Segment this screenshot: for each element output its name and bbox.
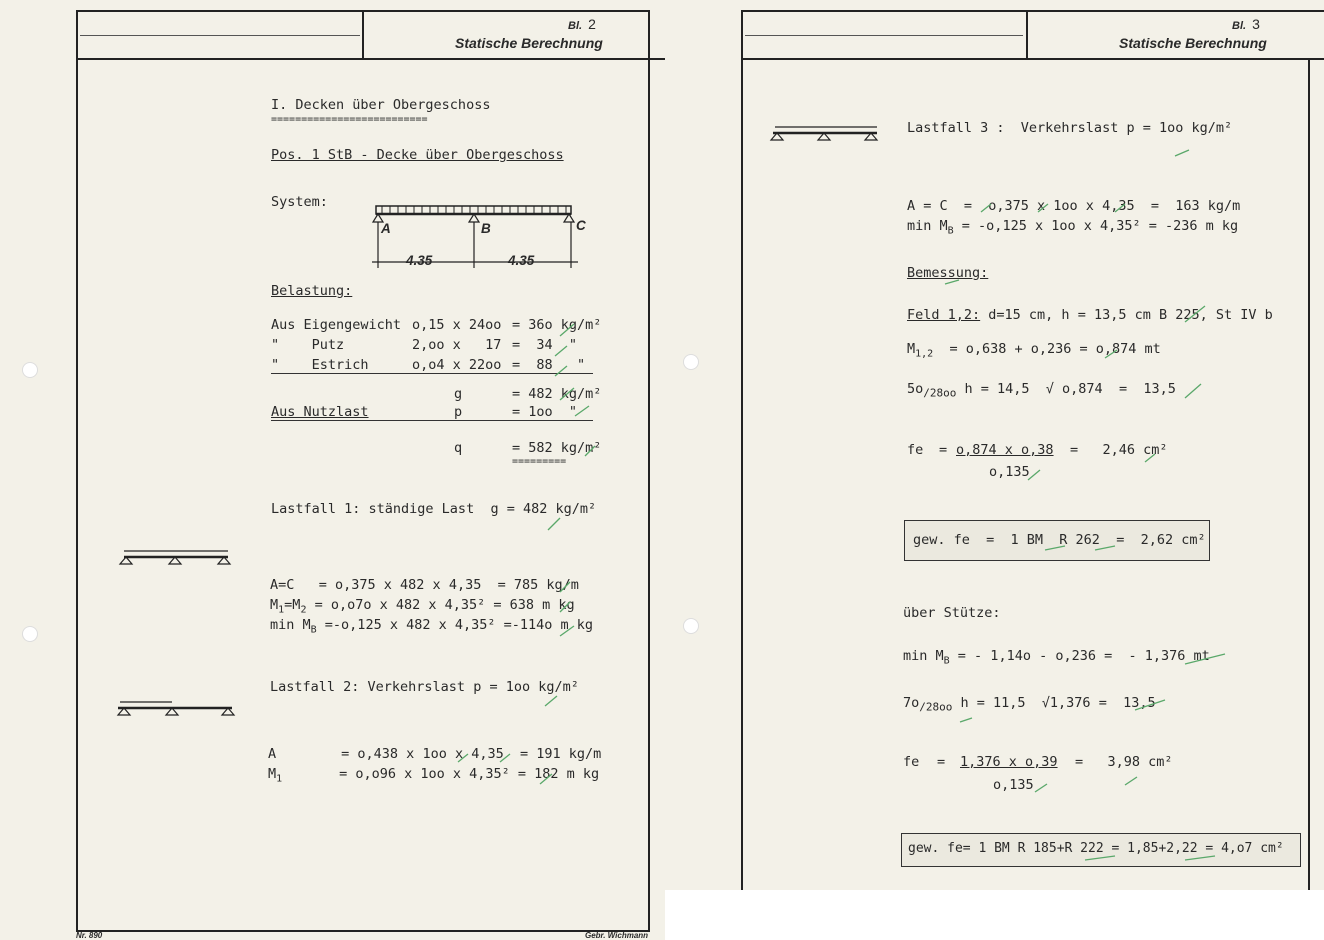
span-label-1: 4.35 (406, 253, 433, 268)
g-symbol: g (454, 386, 463, 402)
load-row-result: = 36o kg/m² (512, 317, 602, 333)
lf2-title: Lastfall 2: Verkehrslast p = 1oo kg/m² (270, 679, 579, 695)
section-rule: ========================== (271, 114, 428, 125)
reaction-row: A = C = o,375 x 1oo x 4,35 = 163 kg/m (907, 198, 1241, 214)
check-marks (665, 0, 1324, 890)
lf1-row: $M_1=M_2 = o,o7o$ x 482 x 4,35² = 638 m kg (270, 597, 575, 616)
lf1-row: $\min M_B =-o,125$ x 482 x 4,35² =-114o m kg (270, 617, 594, 636)
fe1-eq: = (939, 442, 948, 458)
load-row-result: = 34 " (512, 337, 578, 353)
load-row-formula: o,15 x 24oo (412, 317, 502, 333)
fe2-numerator: 1,376 x o,39 (960, 754, 1058, 770)
stuetze-label: über Stütze: (903, 605, 1001, 621)
load-row-result: = 88 " (512, 357, 586, 373)
load-row-formula: o,o4 x 22oo (412, 357, 502, 373)
support-label-c: C (576, 218, 586, 233)
footer-form-number: Nr. 890 (76, 931, 103, 940)
nutzlast-label: Aus Nutzlast (271, 404, 369, 420)
m12-row: $M_{1,2} = o,638 + o,236 = o,874$ mt (907, 341, 1161, 360)
span-label-2: 4.35 (508, 253, 535, 268)
load-row-label: " Putz (271, 337, 345, 353)
pos-title: Pos. 1 StB - Decke über Obergeschoss (271, 147, 564, 163)
support-label-b: B (481, 221, 491, 236)
q-rule: ========= (512, 456, 567, 467)
left-header-title: Statische Berechnung (455, 35, 603, 51)
fe1-denominator: o,135 (989, 464, 1030, 480)
q-value: = 582 kg/m² (512, 440, 602, 456)
bemessung-label: Bemessung: (907, 265, 989, 281)
right-sheet-number: Bl. 3 (1232, 16, 1260, 32)
footer-publisher: Gebr. Wichmann (585, 931, 649, 940)
h1-row: $5o_{/28oo}$ h = 14,5 √ o,874 = 13,5 (907, 381, 1176, 400)
lf1-title: Lastfall 1: ständige Last g = 482 kg/m² (271, 501, 597, 517)
g-value: = 482 kg/m² (512, 386, 602, 402)
lf1-row: A=C = o,375 x 482 x 4,35 = 785 kg/m (270, 577, 579, 593)
load-row-label: Aus Eigengewicht (271, 317, 402, 333)
load-row-formula: 2,oo x 17 (412, 337, 502, 353)
q-symbol: q (454, 440, 463, 456)
h2-row: $7o_{/28oo}$ h = 11,5 √1,376 = 13,5 (903, 695, 1156, 714)
fe1-label: fe (907, 442, 924, 458)
feld-row: Feld 1,2: d=15 cm, h = 13,5 cm B 225, St IV b (907, 307, 1273, 323)
right-header-title: Statische Berechnung (1119, 35, 1267, 51)
system-label: System: (271, 194, 328, 210)
mb-row: $\min M_B$ = - 1,14o - o,236 = - 1,376 mt (903, 648, 1210, 667)
gew2-text: gew. fe= 1 BM R 185+R 222 = 1,85+2,22 = 4,o7 cm² (908, 841, 1284, 856)
belastung-label: Belastung: (271, 283, 353, 299)
sheet-right (665, 0, 1324, 890)
p-symbol: p (454, 404, 463, 420)
fe1-numerator: o,874 x o,38 (956, 442, 1054, 458)
fe2-result: = 3,98 cm² (1075, 754, 1173, 770)
fe2-denominator: o,135 (993, 777, 1034, 793)
lf2-row: A = o,438 x 1oo x 4,35 = 191 kg/m (268, 746, 602, 762)
fe2-label: fe (903, 754, 920, 770)
gew1-text: gew. fe = 1 BM R 262 = 2,62 cm² (913, 532, 1206, 548)
reaction-row: $\min M_B = -o,125$ x 1oo x 4,35² = -236 m kg (907, 218, 1239, 237)
support-label-a: A (381, 221, 391, 236)
section-title: I. Decken über Obergeschoss (271, 97, 491, 113)
lf2-row: $M_1$ = o,o96 x 1oo x 4,35² = 182 m kg (268, 766, 600, 785)
p-value: = 1oo " (512, 404, 578, 420)
load-row-label: " Estrich (271, 357, 369, 373)
fe1-result: = 2,46 cm² (1070, 442, 1168, 458)
lf3-title: Lastfall 3 : Verkehrslast p = 1oo kg/m² (907, 120, 1233, 136)
fe2-eq: = (937, 754, 946, 770)
left-sheet-number: Bl. 2 (568, 16, 596, 32)
